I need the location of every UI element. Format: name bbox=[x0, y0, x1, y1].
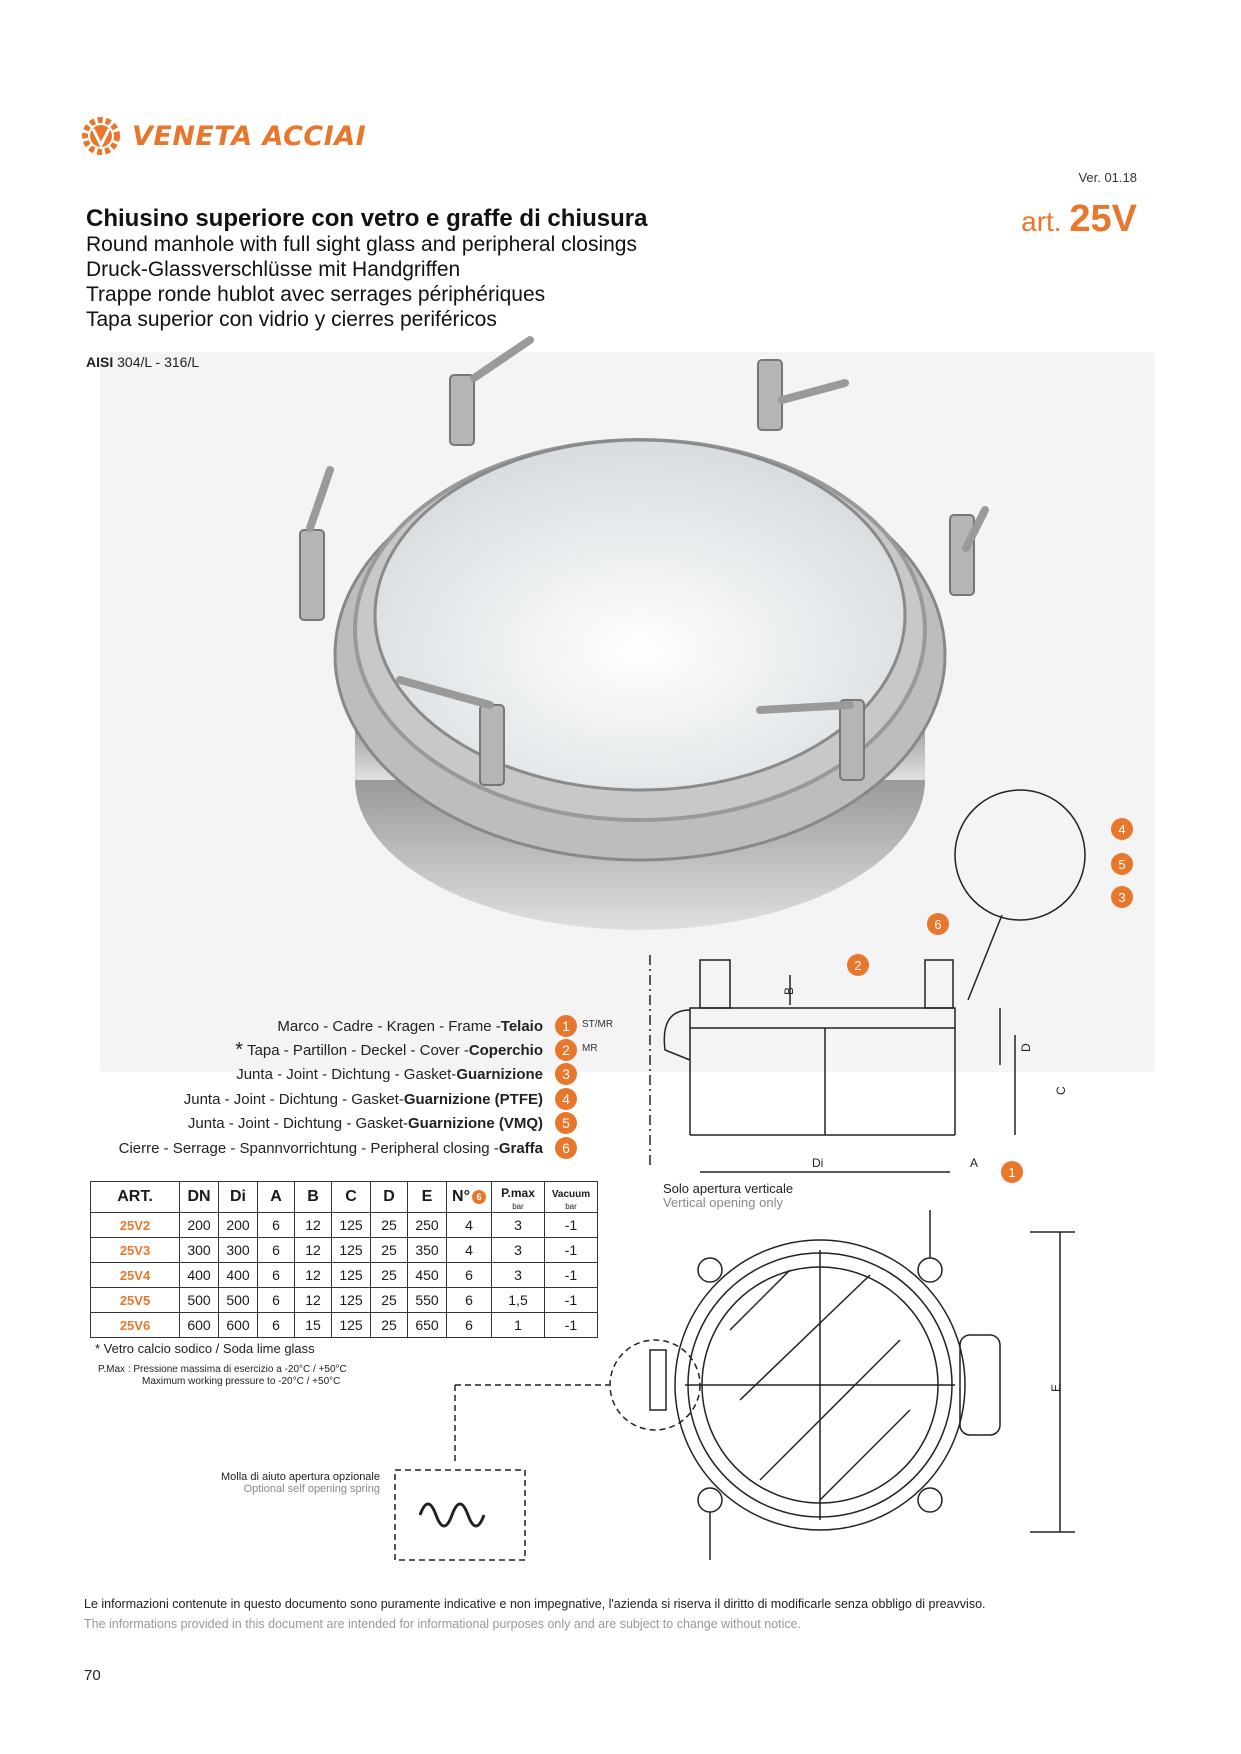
table-cell: 4 bbox=[447, 1238, 492, 1263]
table-cell: 125 bbox=[332, 1313, 371, 1338]
table-header-row bbox=[91, 1182, 598, 1213]
dim-label-a: A bbox=[970, 1156, 979, 1170]
table-cell: 25 bbox=[371, 1238, 408, 1263]
col-e: E bbox=[408, 1182, 447, 1213]
table-cell-art: 25V3 bbox=[91, 1238, 180, 1263]
table-cell: -1 bbox=[545, 1263, 598, 1288]
table-row bbox=[91, 1263, 598, 1288]
n-badge: 6 bbox=[472, 1190, 486, 1204]
table-cell: 12 bbox=[295, 1213, 332, 1238]
table-cell: 1,5 bbox=[492, 1288, 545, 1313]
table-cell: 3 bbox=[492, 1213, 545, 1238]
table-cell: 25 bbox=[371, 1313, 408, 1338]
col-art: ART. bbox=[91, 1182, 180, 1213]
dim-label-c: C bbox=[1054, 1086, 1068, 1095]
pmax-note: P.Max : Pressione massima di esercizio a -20°C / +50°C Maximum working pressure to -20°C / +50°C bbox=[98, 1364, 347, 1387]
material-label: AISI bbox=[86, 354, 114, 370]
vertical-opening-en: Vertical opening only bbox=[663, 1195, 783, 1210]
legend-badge-5: 5 bbox=[555, 1112, 577, 1134]
table-row bbox=[91, 1213, 598, 1238]
col-pmax: P.max bar bbox=[492, 1182, 545, 1213]
legend-badge-2: 2 bbox=[555, 1039, 577, 1061]
table-cell: 12 bbox=[295, 1288, 332, 1313]
vertical-opening-it: Solo apertura verticale bbox=[663, 1181, 794, 1196]
legend-badge-3: 3 bbox=[555, 1063, 577, 1085]
legend-row-3: Junta - Joint - Dichtung - Gasket- Guarnizione bbox=[236, 1065, 543, 1083]
section-cover bbox=[690, 1008, 955, 1028]
svg-text:2: 2 bbox=[854, 958, 862, 973]
table-cell: 400 bbox=[219, 1263, 258, 1288]
disclaimer-en: The informations provided in this document are intended for informational purposes only and are subject to change without notice. bbox=[84, 1617, 802, 1631]
table-cell: 6 bbox=[258, 1263, 295, 1288]
col-b: B bbox=[295, 1182, 332, 1213]
table-cell: 500 bbox=[180, 1288, 219, 1313]
legend-row-5: Junta - Joint - Dichtung - Gasket- Guarnizione (VMQ) bbox=[187, 1114, 543, 1132]
table-cell: 25 bbox=[371, 1213, 408, 1238]
legend-row-6: Cierre - Serrage - Spannvorrichtung - Peripheral closing - Graffa bbox=[118, 1139, 543, 1157]
svg-text:6: 6 bbox=[934, 917, 942, 932]
legend-tag-1: ST/MR bbox=[582, 1019, 614, 1030]
col-c: C bbox=[332, 1182, 371, 1213]
table-cell: 450 bbox=[408, 1263, 447, 1288]
title-spanish: Tapa superior con vidrio y cierres periféricos bbox=[86, 308, 497, 331]
table-cell: 12 bbox=[295, 1263, 332, 1288]
col-n: N° 6 bbox=[447, 1182, 492, 1213]
svg-text:4: 4 bbox=[1118, 822, 1126, 837]
table-cell: 3 bbox=[492, 1263, 545, 1288]
col-a: A bbox=[258, 1182, 295, 1213]
spring-label-en: Optional self opening spring bbox=[243, 1483, 380, 1495]
table-cell: 6 bbox=[447, 1263, 492, 1288]
table-cell: 6 bbox=[258, 1213, 295, 1238]
table-cell: 25 bbox=[371, 1288, 408, 1313]
col-dn: DN bbox=[180, 1182, 219, 1213]
article-prefix: art. bbox=[1021, 206, 1062, 237]
article-number: 25V bbox=[1069, 198, 1137, 240]
table-cell: 350 bbox=[408, 1238, 447, 1263]
table-cell: -1 bbox=[545, 1313, 598, 1338]
col-d: D bbox=[371, 1182, 408, 1213]
legend-row-4: Junta - Joint - Dichtung - Gasket- Guarnizione (PTFE) bbox=[183, 1090, 543, 1108]
legend-badge-4: 4 bbox=[555, 1088, 577, 1110]
title-english: Round manhole with full sight glass and peripheral closings bbox=[86, 233, 637, 256]
brand-name: VENETA ACCIAI bbox=[132, 120, 367, 152]
page-number: 70 bbox=[84, 1667, 101, 1684]
table-cell: 15 bbox=[295, 1313, 332, 1338]
table-cell: 500 bbox=[219, 1288, 258, 1313]
table-cell: 600 bbox=[219, 1313, 258, 1338]
svg-text:1: 1 bbox=[1008, 1165, 1016, 1180]
table-cell: 300 bbox=[180, 1238, 219, 1263]
dim-label-e: E bbox=[1049, 1383, 1063, 1392]
table-cell: 6 bbox=[447, 1288, 492, 1313]
table-cell: 200 bbox=[180, 1213, 219, 1238]
table-row bbox=[91, 1238, 598, 1263]
legend-badge-6: 6 bbox=[555, 1137, 577, 1159]
col-di: Di bbox=[219, 1182, 258, 1213]
vertical-opening-note bbox=[663, 1182, 793, 1210]
dim-label-d: D bbox=[1019, 1043, 1033, 1052]
table-cell: 125 bbox=[332, 1213, 371, 1238]
title-italian: Chiusino superiore con vetro e graffe di chiusura bbox=[86, 205, 648, 232]
table-cell: 300 bbox=[219, 1238, 258, 1263]
title-german: Druck-Glassverschlüsse mit Handgriffen bbox=[86, 258, 461, 281]
legend-tag-2: MR bbox=[582, 1043, 598, 1054]
spring-label-it: Molla di aiuto apertura opzionale bbox=[221, 1471, 380, 1483]
table-cell: 125 bbox=[332, 1288, 371, 1313]
table-cell: 650 bbox=[408, 1313, 447, 1338]
table-cell: 600 bbox=[180, 1313, 219, 1338]
table-cell: 4 bbox=[447, 1213, 492, 1238]
table-cell: 25 bbox=[371, 1263, 408, 1288]
table-row bbox=[91, 1288, 598, 1313]
col-vacuum: Vacuum bar bbox=[545, 1182, 598, 1213]
disclaimer-it: Le informazioni contenute in questo documento sono puramente indicative e non impegnative, l'azienda si riserva il diritto di modificarle senza obbligo di preavviso. bbox=[84, 1597, 986, 1611]
table-row bbox=[91, 1313, 598, 1338]
spring-label bbox=[190, 1471, 380, 1495]
spec-table bbox=[90, 1181, 598, 1338]
dim-label-b: B bbox=[782, 986, 796, 995]
table-cell: -1 bbox=[545, 1238, 598, 1263]
table-cell-art: 25V6 bbox=[91, 1313, 180, 1338]
table-cell: 400 bbox=[180, 1263, 219, 1288]
version-label: Ver. 01.18 bbox=[1078, 170, 1137, 185]
legend-row-1: Marco - Cadre - Kragen - Frame - Telaio bbox=[277, 1017, 543, 1035]
table-cell: 3 bbox=[492, 1238, 545, 1263]
table-cell: -1 bbox=[545, 1213, 598, 1238]
table-cell: 125 bbox=[332, 1238, 371, 1263]
title-french: Trappe ronde hublot avec serrages périphériques bbox=[86, 283, 546, 306]
legend-row-2: * Tapa - Partillon - Deckel - Cover - Coperchio bbox=[235, 1038, 543, 1061]
table-cell-art: 25V4 bbox=[91, 1263, 180, 1288]
svg-text:3: 3 bbox=[1118, 890, 1126, 905]
table-cell: 125 bbox=[332, 1263, 371, 1288]
table-cell: -1 bbox=[545, 1288, 598, 1313]
table-cell: 6 bbox=[258, 1238, 295, 1263]
legend-badge-1: 1 bbox=[555, 1015, 577, 1037]
table-cell: 6 bbox=[258, 1313, 295, 1338]
table-cell: 250 bbox=[408, 1213, 447, 1238]
table-cell: 1 bbox=[492, 1313, 545, 1338]
table-cell: 6 bbox=[258, 1288, 295, 1313]
svg-text:5: 5 bbox=[1118, 857, 1126, 872]
table-cell: 12 bbox=[295, 1238, 332, 1263]
dim-label-di: Di bbox=[812, 1156, 824, 1170]
table-cell: 200 bbox=[219, 1213, 258, 1238]
table-cell: 6 bbox=[447, 1313, 492, 1338]
table-cell-art: 25V5 bbox=[91, 1288, 180, 1313]
glass-note: * Vetro calcio sodico / Soda lime glass bbox=[95, 1341, 315, 1356]
table-cell-art: 25V2 bbox=[91, 1213, 180, 1238]
table-cell: 550 bbox=[408, 1288, 447, 1313]
material-value: 304/L - 316/L bbox=[117, 354, 200, 370]
